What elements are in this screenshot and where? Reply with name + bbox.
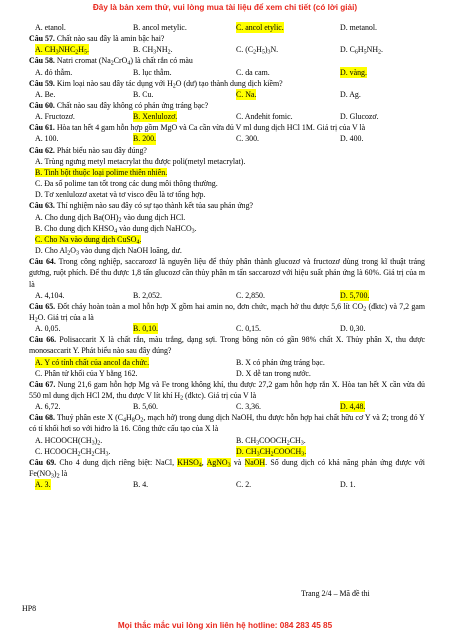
option-67-a: A. 6,72. bbox=[35, 402, 61, 412]
question-stem: Phát biểu nào sau đây đúng? bbox=[56, 145, 147, 155]
option-59-c: C. Na. bbox=[236, 89, 257, 99]
option-59-b: B. Cu. bbox=[133, 89, 154, 99]
option-65-a: A. 0,05. bbox=[35, 324, 61, 334]
question-label: Câu 69. bbox=[29, 457, 57, 467]
option-58-b: B. lục thẫm. bbox=[133, 67, 172, 77]
option-56-c: C. ancol etylic. bbox=[236, 23, 284, 32]
question-label: Câu 61. bbox=[29, 123, 55, 133]
page-footer: Trang 2/4 – Mã đề thi bbox=[301, 589, 370, 598]
option-69-c: C. 2. bbox=[236, 480, 252, 490]
option-56-d: D. metanol. bbox=[340, 23, 378, 32]
option-63-c-row bbox=[29, 234, 425, 245]
question-61 bbox=[29, 122, 425, 133]
question-57-options bbox=[29, 44, 425, 55]
option-67-d: D. 4,48. bbox=[340, 402, 366, 412]
question-stem: Trong công nghiệp, saccarozơ là nguyên liệu để thủy phân thành glucozơ và fructozơ dùng trong kĩ thuật tráng gương, ruột phích. Để thu được 1,8 tấn glucozơ cần thủy phân m tấn saccarozơ với hiệu suất phản ứng là 60%. Giá trị của m là bbox=[29, 257, 425, 289]
question-59-options bbox=[29, 89, 425, 100]
option-60-a: A. Fructozơ. bbox=[35, 112, 75, 122]
question-66-options-ab bbox=[29, 357, 425, 368]
question-56-options bbox=[29, 22, 425, 33]
option-69-a: A. 3. bbox=[35, 480, 51, 490]
option-64-b: B. 2,052. bbox=[133, 290, 162, 300]
option-61-a: A. 100. bbox=[35, 134, 59, 144]
option-60-d: D. Glucozơ. bbox=[340, 112, 379, 122]
option-59-a: A. Be. bbox=[35, 89, 56, 99]
question-stem: Chất nào sau đây là amin bậc hai? bbox=[56, 34, 165, 44]
option-69-b: B. 4. bbox=[133, 480, 149, 490]
question-label: Câu 60. bbox=[29, 101, 55, 111]
option-63-d: D. Cho $Al_2O_3$ vào dung dịch NaOH loãng, dư. bbox=[35, 246, 182, 257]
question-58 bbox=[29, 55, 425, 66]
question-label: Câu 58. bbox=[29, 56, 55, 66]
option-59-d: D. Ag. bbox=[340, 89, 361, 99]
option-58-d: D. vàng. bbox=[340, 67, 367, 77]
option-68-a: A. $HCOOCH(CH_3)_2$. bbox=[35, 435, 103, 447]
question-label: Câu 67. bbox=[29, 379, 56, 389]
option-69-d: D. 1. bbox=[340, 480, 356, 490]
question-label: Câu 65. bbox=[29, 301, 56, 311]
option-68-d: D. $CH_3CH_2COOCH_3$. bbox=[236, 446, 307, 458]
option-60-c: C. Anđehit fomic. bbox=[236, 112, 293, 122]
option-64-d: D. 5,700. bbox=[340, 290, 370, 300]
question-63 bbox=[29, 200, 425, 211]
question-label: Câu 68. bbox=[29, 413, 55, 423]
option-65-b: B. 0,10. bbox=[133, 324, 158, 334]
option-61-d: D. 400. bbox=[340, 134, 364, 144]
question-label: Câu 66. bbox=[29, 335, 57, 345]
option-65-c: C. 0,15. bbox=[236, 324, 261, 334]
option-62-d: D. Tơ xenlulozơ axetat và tơ visco đều là tơ tổng hợp. bbox=[35, 190, 206, 200]
question-68-options-ab bbox=[29, 435, 425, 446]
option-60-b: B. Xenlulozơ. bbox=[133, 112, 178, 122]
question-stem: Natri cromat $(Na_2CrO_4)$ là chất rắn có màu bbox=[56, 56, 193, 67]
question-stem: Hòa tan hết 4 gam hỗn hợp gồm MgO và Ca cần vừa đủ V ml dung dịch HCl 1M. Giá trị của V là bbox=[56, 123, 366, 133]
question-stem: Đốt cháy hoàn toàn a mol hỗn hợp X gồm hai amin no, đơn chức, mạch hở thu được 5,6 lít $CO_2$ (đktc) và 7,2 gam $H_2O$. Giá trị của a là bbox=[29, 301, 425, 324]
option-68-c: C. $HCOOCH_2CH_2CH_3$. bbox=[35, 446, 111, 458]
option-66-c: C. Phân tử khối của Y bằng 162. bbox=[35, 368, 138, 378]
question-65 bbox=[29, 301, 425, 323]
question-68 bbox=[29, 412, 425, 434]
option-57-d: D. $C_6H_5NH_2$. bbox=[340, 45, 384, 56]
option-64-a: A. 4,104. bbox=[35, 290, 65, 300]
option-63-b: B. Cho dung dịch $KHSO_4$ vào dung dịch NaHCO$_3$. bbox=[35, 223, 197, 235]
option-57-a: A. $CH_3NHC_2H_5$. bbox=[35, 45, 89, 56]
question-58-options bbox=[29, 67, 425, 78]
question-stem: Kim loại nào sau đây tác dụng với $H_2O$ (dư) tạo thành dung dịch kiềm? bbox=[56, 78, 283, 90]
question-66 bbox=[29, 334, 425, 356]
option-66-b: B. X có phản ứng tráng bạc. bbox=[236, 357, 325, 367]
option-57-c: C. $(C_2H_5)_3N$. bbox=[236, 45, 279, 56]
option-61-b: B. 200. bbox=[133, 134, 157, 144]
option-68-b: B. $CH_3COOCH_2CH_3$. bbox=[236, 435, 306, 447]
question-62 bbox=[29, 145, 425, 156]
option-56-a: A. etanol. bbox=[35, 23, 66, 32]
question-label: Câu 59. bbox=[29, 78, 55, 88]
question-67 bbox=[29, 379, 425, 401]
question-60-options bbox=[29, 111, 425, 122]
option-61-c: C. 300. bbox=[236, 134, 260, 144]
option-62-c: C. Đa số polime tan tốt trong các dung môi thông thường. bbox=[35, 179, 218, 189]
footer-notice: Mọi thắc mắc vui lòng xin liên hệ hotline: 084 283 45 85 bbox=[117, 621, 333, 630]
option-67-b: B. 5,60. bbox=[133, 402, 158, 412]
question-67-options bbox=[29, 401, 425, 412]
page-code: HP8 bbox=[22, 604, 37, 613]
option-58-c: C. da cam. bbox=[236, 67, 270, 77]
option-58-a: A. đỏ thẫm. bbox=[35, 67, 73, 77]
option-66-a: A. Y có tính chất của ancol đa chức. bbox=[35, 357, 150, 367]
question-57 bbox=[29, 33, 425, 44]
question-label: Câu 63. bbox=[29, 201, 55, 211]
option-62-b: B. Tinh bột thuộc loại polime thiên nhiên. bbox=[35, 167, 168, 177]
option-67-c: C. 3,36. bbox=[236, 402, 261, 412]
question-label: Câu 64. bbox=[29, 257, 56, 267]
question-stem: Thuỷ phân este X ($C_4H_8O_2$, mạch hở) trong dung dịch NaOH, thu được hỗn hợp hai chất hữu cơ Y và Z; trong đó Y có tỉ khối hơi so với hiđro là 16. Công thức cấu tạo của X là bbox=[29, 413, 425, 434]
question-stem: Cho 4 dung dịch riêng biệt: NaCl, $KHSO_4$, AgNO$_3$ và NaOH. Số dung dịch có khả năng phản ứng được với $Fe(NO_3)_2$ là bbox=[29, 457, 425, 480]
question-label: Câu 62. bbox=[29, 145, 55, 155]
question-59 bbox=[29, 78, 425, 89]
question-64 bbox=[29, 256, 425, 289]
option-62-a: A. Trùng ngưng metyl metacrylat thu được poli(metyl metacrylat). bbox=[35, 156, 246, 166]
question-stem: Polisaccarit X là chất rắn, màu trắng, dạng sợi. Trong bông nõn có gần 98% chất X. Thủy phân X, thu được monosaccarit Y. Phát biểu nào sau đây đúng? bbox=[29, 335, 426, 356]
option-64-c: C. 2,850. bbox=[236, 290, 265, 300]
question-stem: Thí nghiệm nào sau đây có sự tạo thành kết tủa sau phản ứng? bbox=[56, 201, 254, 211]
option-63-c: C. Cho Na vào dung dịch CuSO$_4$. bbox=[35, 234, 142, 246]
question-69 bbox=[29, 457, 425, 479]
question-68-options-cd bbox=[29, 446, 425, 457]
option-66-d: D. X dễ tan trong nước. bbox=[236, 368, 311, 378]
question-stem: Chất nào sau đây không có phản ứng tráng bạc? bbox=[56, 101, 209, 111]
question-69-options bbox=[29, 479, 425, 490]
question-label: Câu 57. bbox=[29, 34, 55, 44]
exam-page bbox=[29, 22, 425, 490]
option-56-b: B. ancol metylic. bbox=[133, 23, 187, 32]
question-stem: Nung 21,6 gam hỗn hợp Mg và Fe trong không khí, thu được 27,2 gam hỗn hợp rắn X. Hòa tan hết X cần vừa đủ 550 ml dung dịch HCl 2M, thu được V lít khí $H_2$ (đktc). Giá trị của V là bbox=[29, 379, 425, 402]
option-65-d: D. 0,30. bbox=[340, 324, 366, 334]
header-notice: Đây là bản xem thử, vui lòng mua tài liệu để xem chi tiết (có lời giải) bbox=[92, 3, 358, 12]
option-62-b-row bbox=[29, 167, 425, 178]
question-60 bbox=[29, 100, 425, 111]
question-61-options bbox=[29, 133, 425, 144]
option-63-a: A. Cho dung dịch $Ba(OH)_2$ vào dung dịch HCl. bbox=[35, 212, 186, 224]
question-65-options bbox=[29, 323, 425, 334]
option-57-b: B. $CH_3NH_2$. bbox=[133, 45, 173, 56]
question-66-options-cd bbox=[29, 368, 425, 379]
question-64-options bbox=[29, 290, 425, 301]
